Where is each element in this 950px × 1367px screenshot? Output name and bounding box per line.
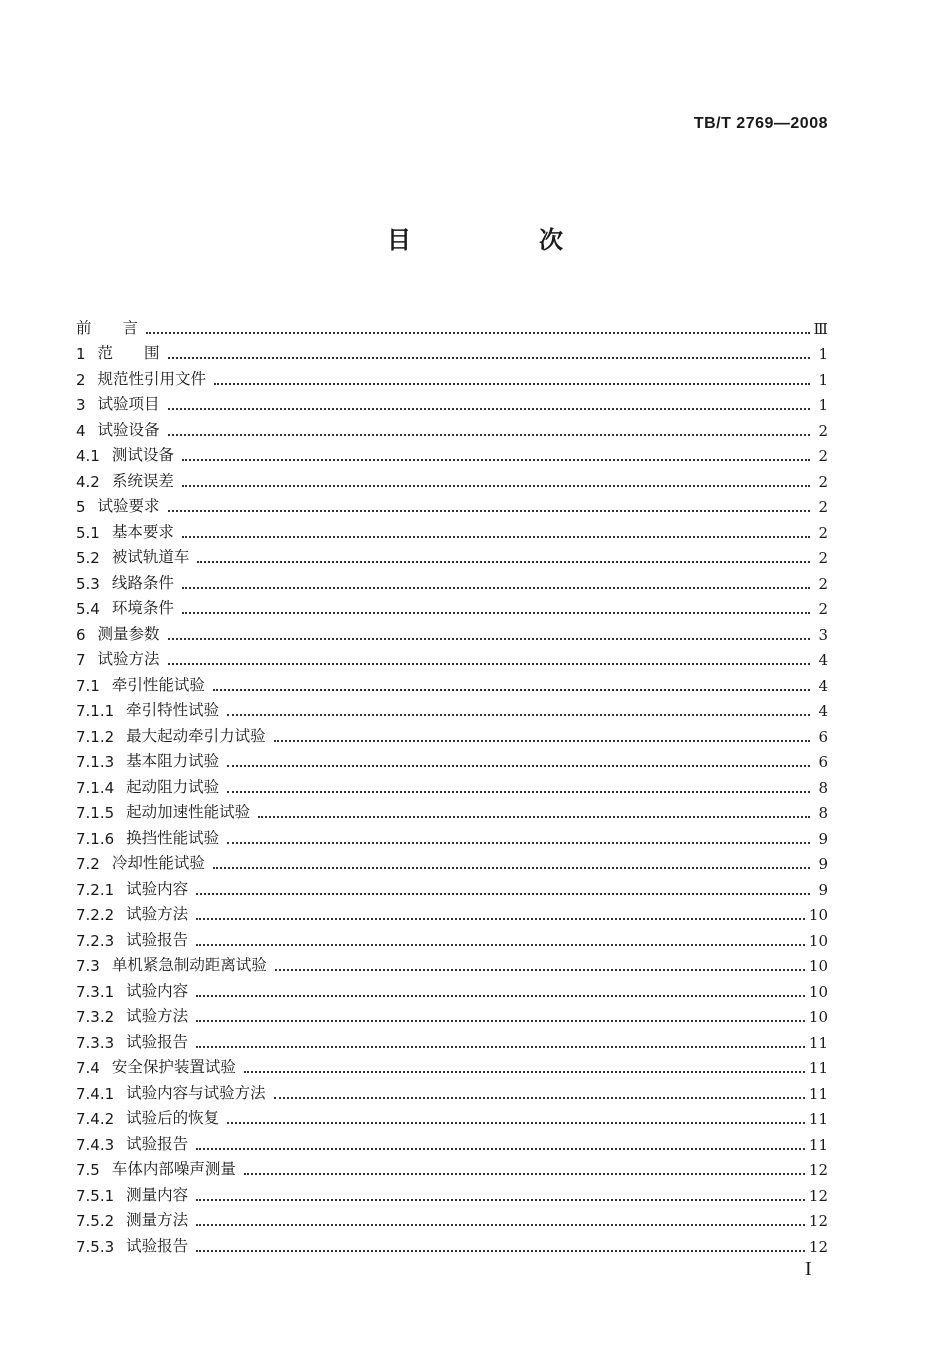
toc-entry-page: 6 xyxy=(818,753,828,771)
toc-entry-number: 5.3 xyxy=(76,574,100,593)
toc-entry-title: 被试轨道车 xyxy=(111,548,190,566)
toc-entry-page: 12 xyxy=(808,1212,828,1230)
toc-dot-leader xyxy=(168,638,810,640)
toc-entry-number: 7.3.2 xyxy=(76,1008,115,1026)
toc-entry-title: 试验要求 xyxy=(97,497,160,515)
toc-entry[interactable] xyxy=(76,491,828,517)
toc-entry-title: 规范性引用文件 xyxy=(97,369,207,388)
toc-entry-number: 7.4.2 xyxy=(76,1110,115,1128)
toc-dot-leader xyxy=(196,1199,805,1201)
toc-entry[interactable] xyxy=(76,567,828,593)
toc-entry-page: 10 xyxy=(808,957,828,975)
toc-entry[interactable] xyxy=(76,873,828,899)
toc-entry[interactable] xyxy=(76,1154,828,1180)
toc-entry-page: 10 xyxy=(808,982,828,1001)
toc-entry[interactable] xyxy=(76,771,828,797)
toc-entry[interactable] xyxy=(76,440,828,466)
toc-entry-number: 7.5.1 xyxy=(76,1186,115,1205)
table-of-contents xyxy=(76,312,828,1256)
toc-entry-title: 范 围 xyxy=(97,344,160,362)
toc-entry[interactable] xyxy=(76,848,828,874)
toc-entry-title: 试验方法 xyxy=(126,905,189,923)
toc-entry-page: 4 xyxy=(818,702,828,720)
toc-entry[interactable] xyxy=(76,542,828,568)
toc-entry-number: 7.1.3 xyxy=(76,753,115,771)
toc-entry-page: 9 xyxy=(818,880,828,899)
toc-entry-page: 2 xyxy=(818,447,828,465)
toc-entry-title: 系统误差 xyxy=(111,471,174,490)
page-number: I xyxy=(805,1258,812,1280)
toc-entry-page: 4 xyxy=(818,651,828,669)
toc-entry-title: 换挡性能试验 xyxy=(126,828,220,847)
toc-entry-number: 4 xyxy=(76,421,86,440)
toc-entry-title: 基本要求 xyxy=(111,522,174,541)
toc-dot-leader xyxy=(182,612,810,614)
toc-dot-leader xyxy=(168,434,810,436)
toc-dot-leader xyxy=(214,383,810,385)
toc-entry-page: 8 xyxy=(818,804,828,822)
toc-entry[interactable] xyxy=(76,1230,828,1256)
toc-entry-title: 环境条件 xyxy=(111,599,174,617)
toc-dot-leader xyxy=(196,995,805,997)
toc-dot-leader xyxy=(182,459,810,461)
toc-entry-number: 7.5 xyxy=(76,1161,100,1179)
toc-entry-page: 2 xyxy=(818,523,828,542)
toc-entry-page: 1 xyxy=(818,396,828,414)
toc-entry-page: 12 xyxy=(808,1186,828,1205)
toc-entry-page: 6 xyxy=(818,727,828,746)
toc-entry-number: 7.1.1 xyxy=(76,702,115,720)
toc-entry-page: 2 xyxy=(818,549,828,567)
toc-entry-number: 4.1 xyxy=(76,447,100,465)
toc-entry-page: 1 xyxy=(818,345,828,363)
toc-entry-number: 7.4 xyxy=(76,1059,100,1077)
toc-entry-title: 试验设备 xyxy=(97,420,160,439)
toc-entry-page: 2 xyxy=(818,472,828,491)
toc-entry-page: 2 xyxy=(818,498,828,516)
toc-entry[interactable] xyxy=(76,618,828,644)
toc-dot-leader xyxy=(182,536,810,538)
toc-entry[interactable] xyxy=(76,975,828,1001)
toc-entry-number: 5.4 xyxy=(76,600,100,618)
toc-title: 目 次 xyxy=(387,226,615,254)
toc-entry-title: 测试设备 xyxy=(111,446,174,464)
toc-dot-leader xyxy=(227,765,810,767)
toc-dot-leader xyxy=(275,969,805,971)
toc-entry[interactable] xyxy=(76,899,828,925)
toc-entry[interactable] xyxy=(76,1205,828,1231)
toc-entry-number: 7.5.2 xyxy=(76,1212,115,1230)
toc-entry-number: 7.5.3 xyxy=(76,1237,115,1256)
toc-entry[interactable] xyxy=(76,389,828,415)
toc-entry-title: 测量内容 xyxy=(126,1185,189,1204)
toc-entry[interactable] xyxy=(76,516,828,542)
toc-entry-number: 7.2.1 xyxy=(76,880,115,899)
standard-code: TB/T 2769—2008 xyxy=(693,115,828,132)
toc-entry[interactable] xyxy=(76,1179,828,1205)
toc-entry-number: 5.1 xyxy=(76,523,100,542)
toc-dot-leader xyxy=(182,587,810,589)
toc-entry-number: 7.3 xyxy=(76,957,100,975)
toc-entry-page: 4 xyxy=(818,676,828,695)
toc-entry-title: 试验项目 xyxy=(97,395,160,413)
toc-entry[interactable] xyxy=(76,465,828,491)
toc-entry-page: 1 xyxy=(818,370,828,389)
toc-dot-leader xyxy=(196,1046,805,1048)
toc-dot-leader xyxy=(274,740,810,742)
toc-dot-leader xyxy=(244,1173,805,1175)
toc-dot-leader xyxy=(196,944,805,946)
toc-dot-leader xyxy=(274,1097,805,1099)
toc-entry-title: 安全保护装置试验 xyxy=(111,1058,236,1076)
toc-dot-leader xyxy=(227,842,810,844)
toc-entry-number: 7.1.5 xyxy=(76,804,115,822)
toc-entry-page: 3 xyxy=(818,625,828,644)
toc-dot-leader xyxy=(197,561,810,563)
toc-entry-number: 7.1.6 xyxy=(76,829,115,848)
toc-entry-page: 11 xyxy=(808,1135,828,1154)
toc-entry-number: 7.2 xyxy=(76,855,100,873)
toc-entry-number: 7.4.3 xyxy=(76,1135,115,1154)
toc-entry-number: 3 xyxy=(76,396,86,414)
toc-entry[interactable] xyxy=(76,1128,828,1154)
toc-entry[interactable] xyxy=(76,644,828,670)
toc-entry[interactable] xyxy=(76,1103,828,1129)
toc-dot-leader xyxy=(227,791,810,793)
toc-dot-leader xyxy=(196,1224,805,1226)
toc-entry-title: 冷却性能试验 xyxy=(111,854,205,872)
toc-dot-leader xyxy=(196,1020,805,1022)
toc-entry-title: 试验内容与试验方法 xyxy=(126,1083,266,1102)
toc-entry-title: 线路条件 xyxy=(111,573,174,592)
toc-entry-title: 基本阻力试验 xyxy=(126,752,220,770)
toc-entry-title: 测量方法 xyxy=(126,1211,189,1229)
toc-entry[interactable] xyxy=(76,312,828,338)
toc-entry[interactable] xyxy=(76,669,828,695)
toc-entry-page: 2 xyxy=(818,600,828,618)
toc-dot-leader xyxy=(227,714,810,716)
toc-dot-leader xyxy=(146,332,810,334)
toc-entry-number: 7 xyxy=(76,651,86,669)
toc-entry-page: 11 xyxy=(808,1084,828,1103)
toc-entry-title: 测量参数 xyxy=(97,624,160,643)
toc-entry-title: 车体内部噪声测量 xyxy=(111,1160,236,1178)
toc-entry-page: 2 xyxy=(818,574,828,593)
toc-entry-title: 起动阻力试验 xyxy=(126,777,220,796)
toc-entry-page: 8 xyxy=(818,778,828,797)
toc-entry[interactable] xyxy=(76,338,828,364)
toc-entry-title: 试验内容 xyxy=(126,981,189,1000)
toc-entry-page: 10 xyxy=(808,1008,828,1026)
toc-entry-title: 牵引特性试验 xyxy=(126,701,220,719)
toc-entry[interactable] xyxy=(76,1077,828,1103)
toc-entry[interactable] xyxy=(76,746,828,772)
toc-entry-number: 2 xyxy=(76,370,86,389)
toc-entry[interactable] xyxy=(76,1026,828,1052)
toc-entry-title: 试验方法 xyxy=(126,1007,189,1025)
toc-entry-title: 试验报告 xyxy=(126,1032,189,1051)
toc-entry-number: 5.2 xyxy=(76,549,100,567)
toc-entry-number: 7.3.1 xyxy=(76,982,115,1001)
toc-entry-title: 单机紧急制动距离试验 xyxy=(111,956,267,974)
toc-dot-leader xyxy=(196,1250,805,1252)
toc-dot-leader xyxy=(227,1122,805,1124)
toc-entry-title: 试验报告 xyxy=(126,930,189,949)
toc-entry[interactable] xyxy=(76,924,828,950)
toc-entry[interactable] xyxy=(76,363,828,389)
toc-entry[interactable] xyxy=(76,822,828,848)
toc-dot-leader xyxy=(168,357,810,359)
toc-dot-leader xyxy=(168,408,810,410)
toc-entry-page: Ⅲ xyxy=(813,319,828,338)
toc-dot-leader xyxy=(196,918,805,920)
toc-entry-title: 试验报告 xyxy=(126,1236,189,1255)
toc-entry-number: 6 xyxy=(76,625,86,644)
toc-entry-page: 11 xyxy=(808,1059,828,1077)
toc-entry-title: 试验内容 xyxy=(126,879,189,898)
toc-entry[interactable] xyxy=(76,720,828,746)
toc-entry[interactable] xyxy=(76,1052,828,1078)
toc-entry-page: 11 xyxy=(808,1033,828,1052)
toc-entry-title: 牵引性能试验 xyxy=(111,675,205,694)
toc-entry[interactable] xyxy=(76,695,828,721)
toc-entry-number: 7.3.3 xyxy=(76,1033,115,1052)
toc-dot-leader xyxy=(213,867,810,869)
toc-entry[interactable] xyxy=(76,950,828,976)
toc-entry-page: 10 xyxy=(808,931,828,950)
toc-entry-title: 最大起动牵引力试验 xyxy=(126,726,266,745)
toc-dot-leader xyxy=(182,485,810,487)
toc-entry-page: 2 xyxy=(818,421,828,440)
toc-entry-title: 前 言 xyxy=(76,318,139,337)
toc-entry-number: 4.2 xyxy=(76,472,100,491)
toc-dot-leader xyxy=(258,816,810,818)
toc-dot-leader xyxy=(244,1071,805,1073)
toc-entry[interactable] xyxy=(76,593,828,619)
toc-entry-number: 7.1 xyxy=(76,676,100,695)
toc-dot-leader xyxy=(196,1148,805,1150)
toc-entry[interactable] xyxy=(76,797,828,823)
toc-dot-leader xyxy=(196,893,810,895)
toc-entry-number: 7.2.3 xyxy=(76,931,115,950)
toc-entry-title: 试验后的恢复 xyxy=(126,1109,220,1127)
toc-entry-number: 1 xyxy=(76,345,86,363)
toc-entry-title: 试验报告 xyxy=(126,1134,189,1153)
toc-entry-title: 起动加速性能试验 xyxy=(126,803,251,821)
toc-entry-page: 9 xyxy=(818,855,828,873)
toc-dot-leader xyxy=(213,689,810,691)
toc-entry-number: 5 xyxy=(76,498,86,516)
toc-entry-page: 12 xyxy=(808,1237,828,1256)
toc-entry[interactable] xyxy=(76,414,828,440)
toc-dot-leader xyxy=(168,663,810,665)
toc-dot-leader xyxy=(168,510,810,512)
toc-entry-number: 7.1.4 xyxy=(76,778,115,797)
toc-entry-page: 9 xyxy=(818,829,828,848)
toc-entry-page: 10 xyxy=(808,906,828,924)
toc-entry-number: 7.1.2 xyxy=(76,727,115,746)
toc-entry-title: 试验方法 xyxy=(97,650,160,668)
toc-entry-page: 11 xyxy=(808,1110,828,1128)
toc-entry-number: 7.2.2 xyxy=(76,906,115,924)
toc-entry-page: 12 xyxy=(808,1161,828,1179)
toc-entry[interactable] xyxy=(76,1001,828,1027)
toc-entry-number: 7.4.1 xyxy=(76,1084,115,1103)
